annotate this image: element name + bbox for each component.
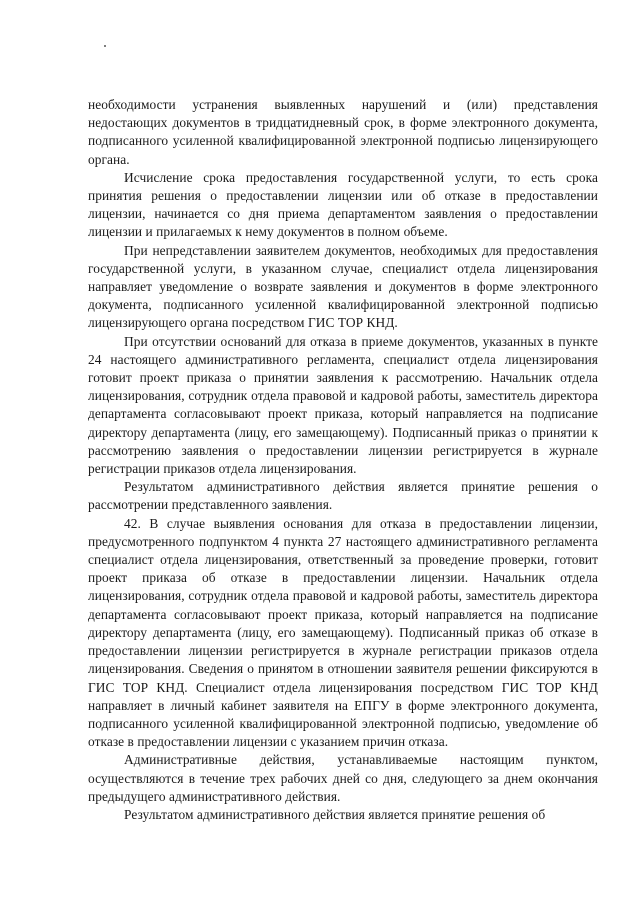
document-body xyxy=(88,96,598,824)
paragraph-5: Результатом административного действия является принятие решения о рассмотрении представленного заявления. xyxy=(88,479,598,513)
paragraph-1: необходимости устранения выявленных нарушений и (или) представления недостающих документов в тридцатидневный срок, в форме электронного документа, подписанного усиленной квалифицированной электронной подписью лицензирующего органа. xyxy=(88,97,598,167)
scan-speck xyxy=(104,45,106,47)
paragraph-4: При отсутствии оснований для отказа в приеме документов, указанных в пункте 24 настоящего административного регламента, специалист отдела лицензирования готовит проект приказа о принятии заявления к рассмотрению. Начальник отдела лицензирования, сотрудник отдела правовой и кадровой работы, заместитель директора департамента согласовывают проект приказа, который направляется на подписание директору департамента (лицу, его замещающему). Подписанный приказ о принятии к рассмотрению заявления о предоставлении лицензии регистрируется в журнале регистрации приказов отдела лицензирования. xyxy=(88,333,598,477)
paragraph-7: Административные действия, устанавливаемые настоящим пунктом, осуществляются в течение трех рабочих дней со дня, следующего за днем окончания предыдущего административного действия. xyxy=(88,752,598,804)
paragraph-2: Исчисление срока предоставления государственной услуги, то есть срока принятия решения о предоставлении лицензии или об отказе в предоставлении лицензии, начинается со дня приема департаментом заявления о предоставлении лицензии и прилагаемых к нему документов в полном объеме. xyxy=(88,169,598,240)
paragraph-3: При непредставлении заявителем документов, необходимых для предоставления государственной услуги, в указанном случае, специалист отдела лицензирования направляет уведомление о возврате заявления и документов в форме электронного документа, подписанного усиленной квалифицированной электронной подписью лицензирующего органа посредством ГИС ТОР КНД. xyxy=(88,242,598,331)
paragraph-8: Результатом административного действия является принятие решения об xyxy=(124,806,546,822)
paragraph-6: 42. В случае выявления основания для отказа в предоставлении лицензии, предусмотренного подпунктом 4 пункта 27 настоящего административного регламента специалист отдела лицензирования, ответственный за проведение проверки, готовит проект приказа об отказе в предоставлении лицензии. Начальник отдела лицензирования, сотрудник отдела правовой и кадровой работы, заместитель директора департамента согласовывают проект приказа, который направляется на подписание директору департамента (лицу, его замещающему). Подписанный приказ об отказе в предоставлении лицензии регистрируется в журнале регистрации приказов отдела лицензирования. Сведения о принятом в отношении заявителя решении фиксируются в ГИС ТОР КНД. Специалист отдела лицензирования посредством ГИС ТОР КНД направляет в личный кабинет заявителя на ЕПГУ в форме электронного документа, подписанного усиленной квалифицированной электронной подписью, уведомление об отказе в предоставлении лицензии с указанием причин отказа. xyxy=(88,515,598,750)
